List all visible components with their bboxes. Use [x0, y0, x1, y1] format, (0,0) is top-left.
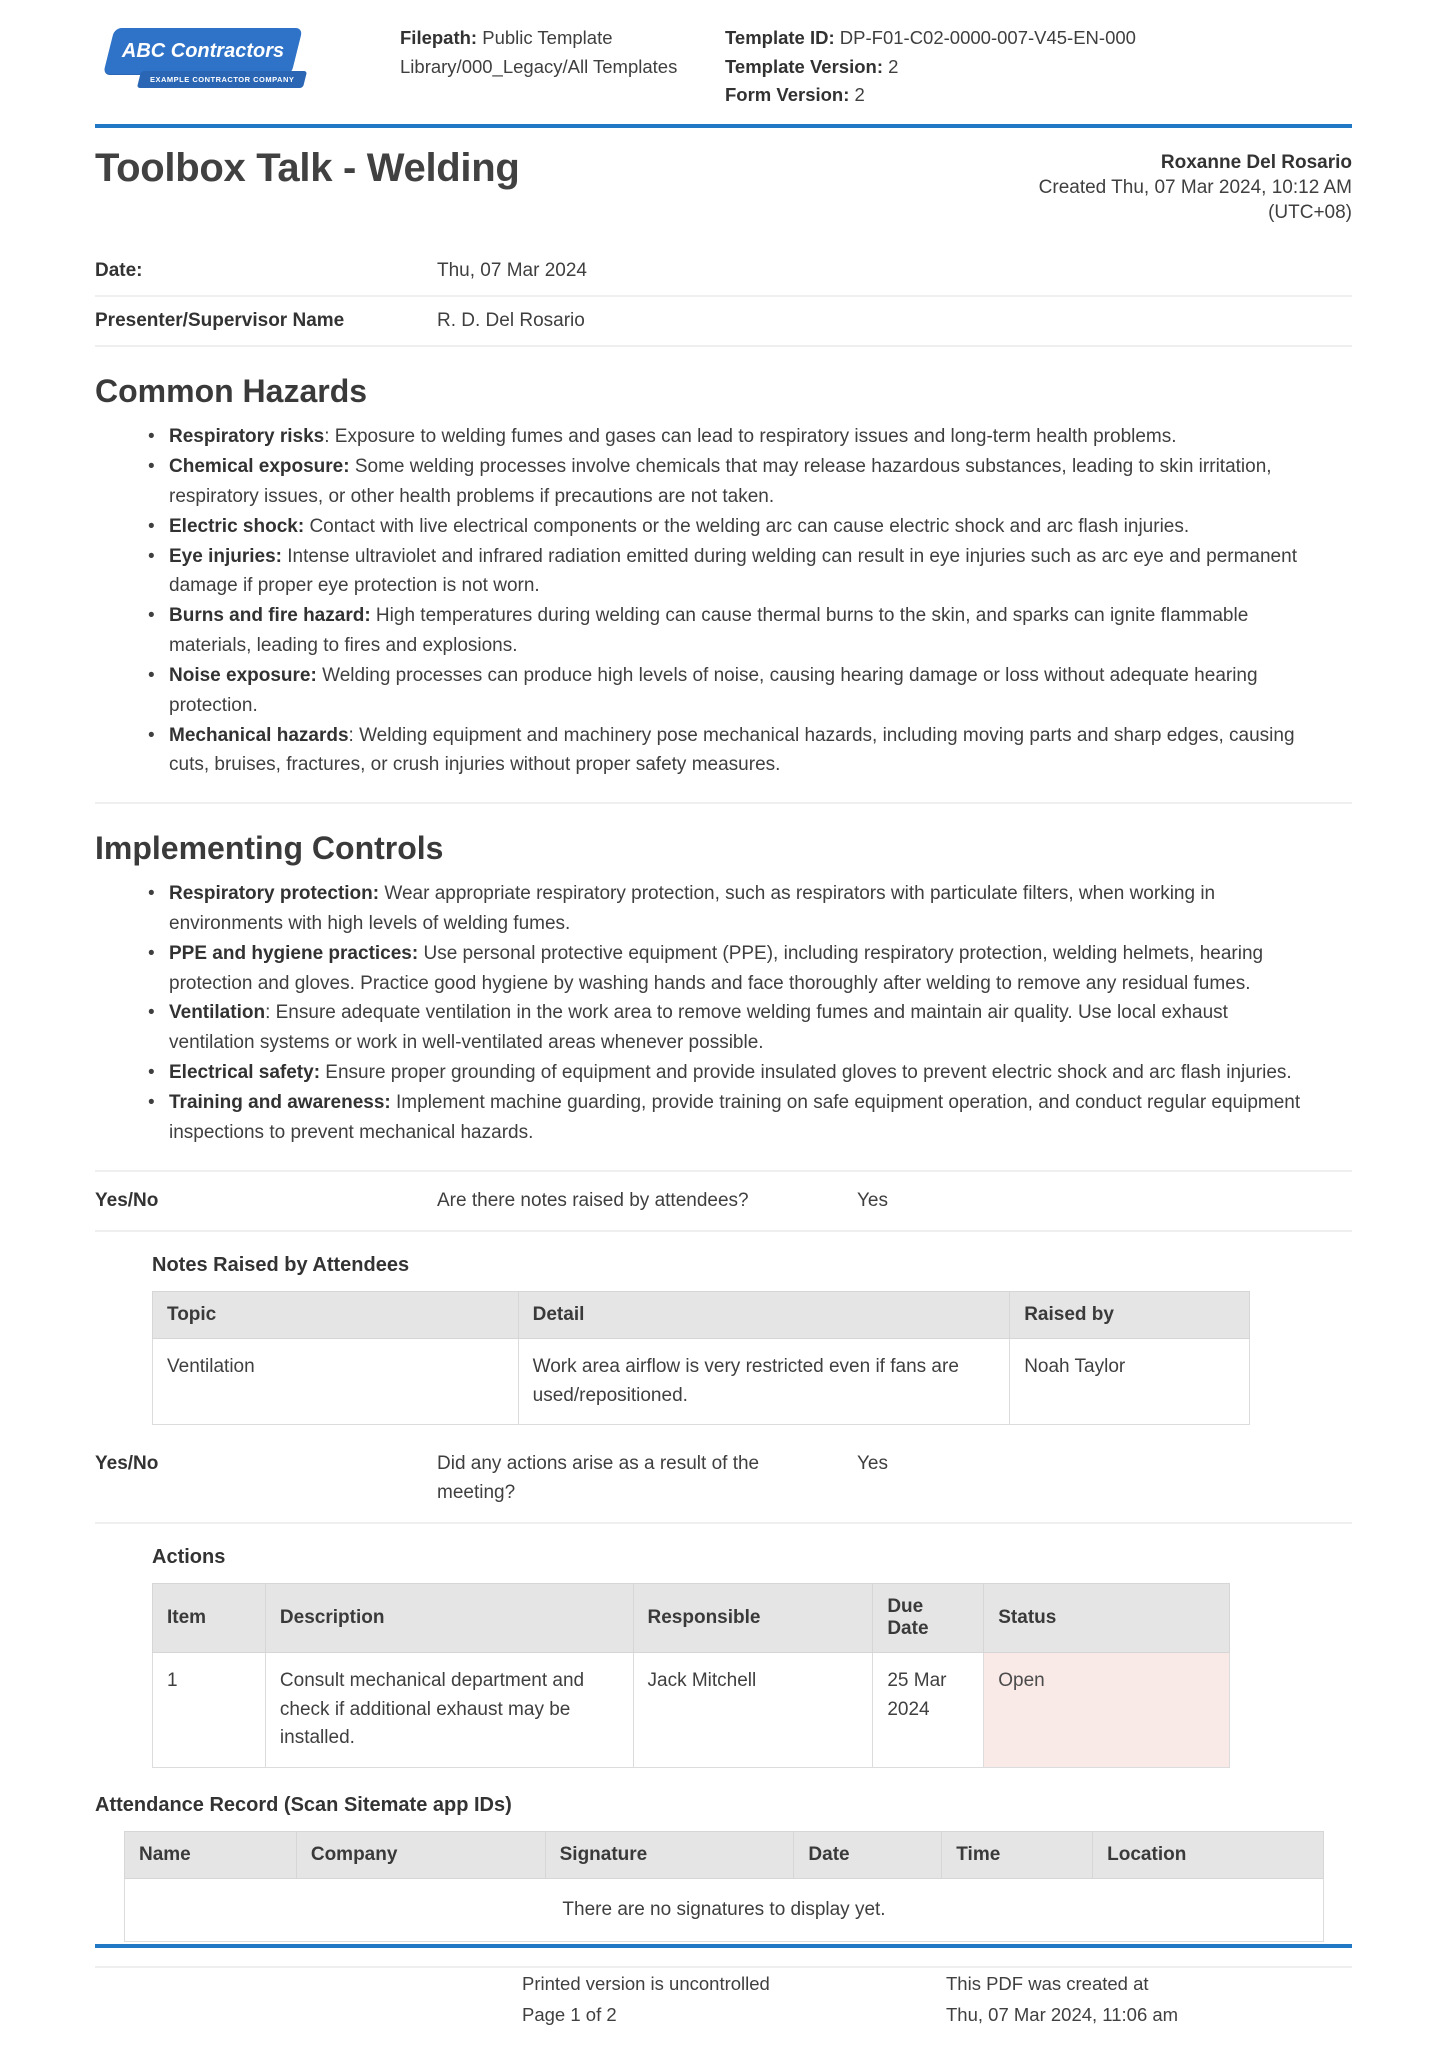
column-header-detail: Detail: [518, 1292, 1010, 1339]
actions-table: [152, 1583, 1230, 1768]
control-term: Respiratory protection:: [169, 883, 380, 905]
footer-created-note: This PDF was created at: [946, 1973, 1149, 1994]
yes-no-question: Did any actions arise as a result of the meeting?: [437, 1453, 760, 1503]
filepath-value: Public Template Library/000_Legacy/All Templates: [400, 27, 678, 77]
list-item: [145, 512, 1312, 542]
hazard-text: : Welding equipment and machinery pose mechanical hazards, including moving parts and sharp edges, causing cuts, bruises, fractures, or crush injuries without proper safety measures.: [169, 724, 1295, 776]
form-version-label: Form Version:: [725, 84, 850, 106]
page-title: Toolbox Talk - Welding: [95, 146, 520, 190]
form-version-value: 2: [854, 84, 865, 106]
presenter-value: R. D. Del Rosario: [437, 310, 585, 332]
created-block: [1039, 146, 1352, 225]
section-implementing-controls: [95, 830, 1352, 1171]
template-id-line: [725, 24, 1352, 53]
hazard-term: Noise exposure:: [169, 664, 317, 686]
hazard-term: Burns and fire hazard:: [169, 605, 371, 627]
presenter-label: Presenter/Supervisor Name: [95, 310, 345, 332]
control-text: Ensure proper grounding of equipment and provide insulated gloves to prevent electric shock and arc flash injuries.: [320, 1062, 1292, 1084]
table-row: [153, 1653, 1230, 1768]
logo-subtitle: EXAMPLE CONTRACTOR COMPANY: [149, 75, 295, 84]
notes-raised-heading: Notes Raised by Attendees: [152, 1254, 410, 1277]
list-item: [145, 1088, 1312, 1148]
yes-no-answer: Yes: [857, 1189, 888, 1211]
common-hazards-heading: Common Hazards: [95, 373, 368, 410]
column-header-date: Date: [794, 1831, 942, 1878]
column-header-due-date: Due Date: [873, 1584, 984, 1653]
cell-description: Consult mechanical department and check if additional exhaust may be installed.: [265, 1653, 633, 1768]
cell-detail: Work area airflow is very restricted even if fans are used/repositioned.: [518, 1339, 1010, 1425]
cell-topic: Ventilation: [153, 1339, 519, 1425]
section-common-hazards: [95, 373, 1352, 804]
hazard-term: Mechanical hazards: [169, 724, 349, 746]
logo-sub-banner: [137, 71, 307, 88]
control-text: Implement machine guarding, provide training on safe equipment operation, and conduct regular equipment inspections to prevent mechanical hazards.: [169, 1091, 1301, 1143]
yes-no-question: Are there notes raised by attendees?: [437, 1189, 749, 1211]
actions-heading: Actions: [152, 1546, 226, 1569]
list-item: [145, 452, 1312, 512]
author-name: Roxanne Del Rosario: [1160, 152, 1352, 173]
created-timestamp: Created Thu, 07 Mar 2024, 10:12 AM: [1038, 177, 1352, 199]
control-term: PPE and hygiene practices:: [169, 942, 419, 964]
list-item: [145, 542, 1312, 602]
filepath-label: Filepath:: [400, 27, 478, 48]
control-text: Wear appropriate respiratory protection, such as respirators with particulate filters, when working in environments with high levels of welding fumes.: [169, 883, 1216, 934]
date-value: Thu, 07 Mar 2024: [437, 260, 587, 282]
date-row: [95, 247, 1352, 297]
control-term: Ventilation: [169, 1002, 266, 1024]
template-version-label: Template Version:: [725, 55, 883, 77]
list-item: [145, 601, 1312, 661]
table-header-row: [153, 1292, 1250, 1339]
created-timezone: (UTC+08): [1268, 202, 1352, 224]
implementing-controls-list: [145, 879, 1352, 1147]
template-version-line: [725, 53, 1352, 82]
document-header: [95, 0, 1352, 128]
filepath-block: [400, 24, 715, 81]
table-row: [125, 1878, 1324, 1942]
presenter-row: [95, 297, 1352, 347]
list-item: [145, 1058, 1312, 1088]
logo-title: ABC Contractors: [121, 39, 285, 62]
control-term: Electrical safety:: [169, 1062, 321, 1084]
control-text: : Ensure adequate ventilation in the work area to remove welding fumes and maintain air quality. Use local exhaust ventilation systems or work in well-ventilated areas whenever possible.: [169, 1002, 1228, 1054]
actions-block: [152, 1546, 1352, 1768]
notes-raised-block: [152, 1254, 1352, 1425]
list-item: [145, 879, 1312, 939]
column-header-description: Description: [265, 1584, 633, 1653]
column-header-raised-by: Raised by: [1010, 1292, 1250, 1339]
column-header-signature: Signature: [545, 1831, 794, 1878]
yes-no-row-notes: [95, 1172, 1352, 1233]
column-header-company: Company: [296, 1831, 545, 1878]
hazard-term: Chemical exposure:: [169, 456, 350, 478]
status-badge: Open: [984, 1653, 1230, 1768]
table-row: [153, 1339, 1250, 1425]
hazard-text: Welding processes can produce high levels of noise, causing hearing damage or loss without adequate hearing protection.: [169, 664, 1258, 716]
cell-raised-by: Noah Taylor: [1010, 1339, 1250, 1425]
yes-no-label: Yes/No: [95, 1453, 159, 1475]
template-id-value: DP-F01-C02-0000-007-V45-EN-000: [839, 27, 1136, 48]
hazard-text: High temperatures during welding can cause thermal burns to the skin, and sparks can ignite flammable materials, leading to fires and explosions.: [169, 605, 1249, 657]
yes-no-answer: Yes: [857, 1453, 888, 1475]
hazard-text: Intense ultraviolet and infrared radiation emitted during welding can result in eye injuries such as arc eye and permanent damage if proper eye protection is not worn.: [169, 545, 1297, 597]
list-item: [145, 422, 1312, 452]
hazard-term: Eye injuries:: [169, 545, 282, 567]
column-header-name: Name: [125, 1831, 297, 1878]
yes-no-label: Yes/No: [95, 1189, 159, 1211]
title-row: [95, 146, 1352, 225]
column-header-responsible: Responsible: [633, 1584, 873, 1653]
list-item: [145, 998, 1312, 1058]
form-fields: [95, 247, 1352, 347]
attendance-table: [124, 1831, 1324, 1943]
logo-banner: [103, 28, 302, 74]
notes-raised-table: [152, 1291, 1250, 1425]
cell-due-date: 25 Mar 2024: [873, 1653, 984, 1768]
attendance-block: [95, 1794, 1352, 1969]
list-item: [145, 721, 1312, 781]
date-label: Date:: [95, 260, 143, 282]
implementing-controls-heading: Implementing Controls: [95, 830, 444, 867]
hazard-term: Electric shock:: [169, 515, 305, 537]
footer-left-block: [522, 1968, 770, 2031]
cell-item: 1: [153, 1653, 266, 1768]
column-header-item: Item: [153, 1584, 266, 1653]
form-version-line: [725, 81, 1352, 110]
column-header-location: Location: [1093, 1831, 1324, 1878]
hazard-text: Contact with live electrical components or the welding arc can cause electric shock and arc flash injuries.: [304, 515, 1190, 537]
empty-signatures-message: There are no signatures to display yet.: [125, 1878, 1324, 1942]
footer-page-number: Page 1 of 2: [522, 2004, 617, 2026]
document-footer: [95, 1944, 1352, 2048]
hazard-text: Some welding processes involve chemicals that may release hazardous substances, leading to skin irritation, respiratory issues, or other health problems if precautions are not taken.: [169, 456, 1272, 507]
list-item: [145, 939, 1312, 999]
template-meta-block: [725, 24, 1352, 110]
column-header-time: Time: [942, 1831, 1093, 1878]
column-header-topic: Topic: [153, 1292, 519, 1339]
footer-uncontrolled-note: Printed version is uncontrolled: [522, 1973, 770, 1994]
cell-responsible: Jack Mitchell: [633, 1653, 873, 1768]
yes-no-row-actions: [95, 1435, 1352, 1524]
table-header-row: [125, 1831, 1324, 1878]
column-header-status: Status: [984, 1584, 1230, 1653]
template-id-label: Template ID:: [725, 27, 835, 48]
control-text: Use personal protective equipment (PPE), including respiratory protection, welding helmets, hearing protection and gloves. Practice good hygiene by washing hands and face thoroughly after welding to remove any residual fumes.: [169, 942, 1264, 994]
attendance-heading: Attendance Record (Scan Sitemate app IDs): [95, 1793, 512, 1816]
hazard-term: Respiratory risks: [169, 426, 325, 448]
common-hazards-list: [145, 422, 1352, 780]
table-header-row: [153, 1584, 1230, 1653]
company-logo: [95, 28, 310, 94]
template-version-value: 2: [888, 55, 899, 77]
hazard-text: : Exposure to welding fumes and gases can lead to respiratory issues and long-term health problems.: [324, 426, 1177, 448]
footer-created-timestamp: Thu, 07 Mar 2024, 11:06 am: [946, 2004, 1179, 2026]
control-term: Training and awareness:: [169, 1091, 391, 1113]
footer-right-block: [946, 1968, 1178, 2031]
list-item: [145, 661, 1312, 721]
